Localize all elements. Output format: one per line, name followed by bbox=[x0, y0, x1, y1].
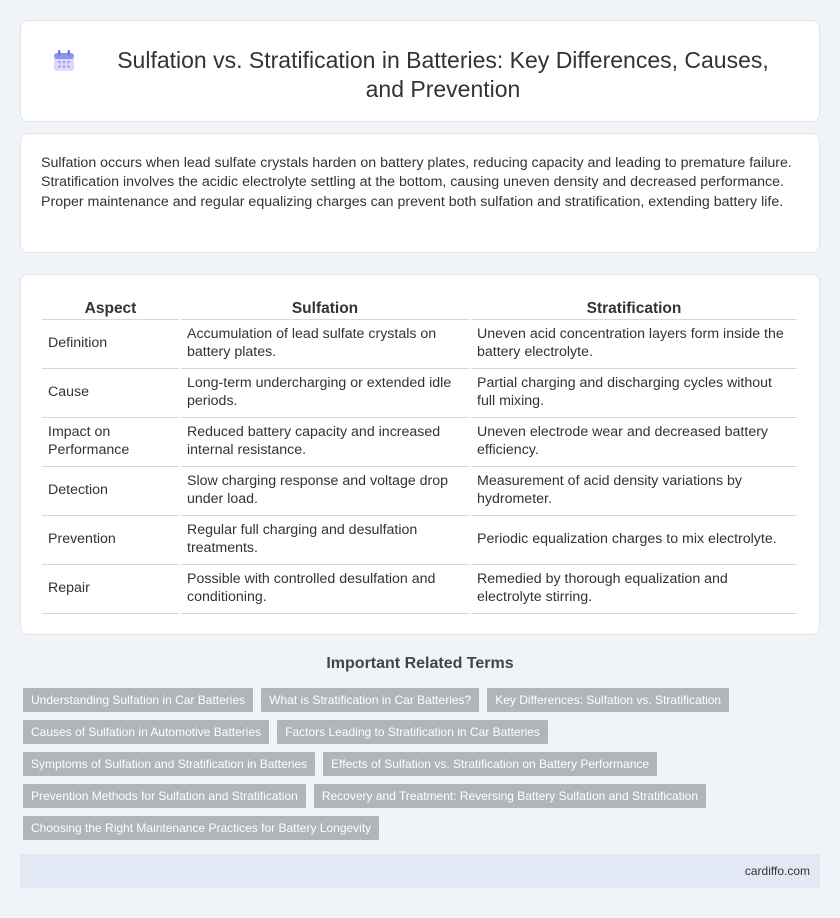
stratification-cell: Periodic equalization charges to mix electrolyte. bbox=[471, 516, 797, 565]
stratification-cell: Measurement of acid density variations by hydrometer. bbox=[471, 467, 797, 516]
related-term-tag[interactable]: Prevention Methods for Sulfation and Stratification bbox=[23, 784, 306, 808]
aspect-cell: Prevention bbox=[42, 516, 179, 565]
stratification-cell: Uneven electrode wear and decreased battery efficiency. bbox=[471, 418, 797, 467]
aspect-cell: Cause bbox=[42, 369, 179, 418]
related-term-tag[interactable]: Causes of Sulfation in Automotive Batteries bbox=[23, 720, 269, 744]
table-row bbox=[42, 418, 797, 467]
aspect-cell: Impact on Performance bbox=[42, 418, 179, 467]
table-row bbox=[42, 516, 797, 565]
aspect-cell: Repair bbox=[42, 565, 179, 614]
header-aspect: Aspect bbox=[42, 295, 179, 320]
calendar-icon bbox=[51, 48, 77, 74]
header-card bbox=[20, 20, 820, 122]
footer bbox=[20, 854, 820, 888]
stratification-cell: Partial charging and discharging cycles without full mixing. bbox=[471, 369, 797, 418]
related-term-tag[interactable]: Effects of Sulfation vs. Stratification on Battery Performance bbox=[323, 752, 657, 776]
stratification-cell: Uneven acid concentration layers form inside the battery electrolyte. bbox=[471, 320, 797, 369]
stratification-cell: Remedied by thorough equalization and electrolyte stirring. bbox=[471, 565, 797, 614]
table-row bbox=[42, 565, 797, 614]
related-term-tag[interactable]: Symptoms of Sulfation and Stratification in Batteries bbox=[23, 752, 315, 776]
aspect-cell: Definition bbox=[42, 320, 179, 369]
sulfation-cell: Long-term undercharging or extended idle periods. bbox=[181, 369, 469, 418]
comparison-table-card bbox=[20, 274, 820, 635]
title-row bbox=[21, 21, 819, 104]
table-row bbox=[42, 369, 797, 418]
comparison-table bbox=[40, 295, 799, 614]
related-term-tag[interactable]: Key Differences: Sulfation vs. Stratification bbox=[487, 688, 729, 712]
related-term-tag[interactable]: What is Stratification in Car Batteries? bbox=[261, 688, 479, 712]
related-terms-list bbox=[23, 688, 823, 840]
related-term-tag[interactable]: Recovery and Treatment: Reversing Battery Sulfation and Stratification bbox=[314, 784, 706, 808]
table-row bbox=[42, 320, 797, 369]
table-header-row bbox=[42, 295, 797, 320]
sulfation-cell: Regular full charging and desulfation treatments. bbox=[181, 516, 469, 565]
intro-card bbox=[20, 133, 820, 253]
sulfation-cell: Possible with controlled desulfation and conditioning. bbox=[181, 565, 469, 614]
sulfation-cell: Slow charging response and voltage drop under load. bbox=[181, 467, 469, 516]
related-term-tag[interactable]: Understanding Sulfation in Car Batteries bbox=[23, 688, 253, 712]
header-stratification: Stratification bbox=[471, 295, 797, 320]
footer-site-link[interactable]: cardiffo.com bbox=[744, 864, 810, 878]
sulfation-cell: Reduced battery capacity and increased internal resistance. bbox=[181, 418, 469, 467]
aspect-cell: Detection bbox=[42, 467, 179, 516]
header-sulfation: Sulfation bbox=[181, 295, 469, 320]
intro-paragraph: Sulfation occurs when lead sulfate crystals harden on battery plates, reducing capacity and leading to premature failure. Stratification involves the acidic electrolyte settling at the bottom, causing uneven density and decreased performance. Proper maintenance and regular equalizing charges can prevent both sulfation and stratification, extending battery life. bbox=[41, 155, 792, 210]
table-row bbox=[42, 467, 797, 516]
page-title: Sulfation vs. Stratification in Batteries: Key Differences, Causes, and Prevention bbox=[117, 47, 769, 102]
related-terms-title: Important Related Terms bbox=[326, 655, 514, 672]
related-term-tag[interactable]: Choosing the Right Maintenance Practices for Battery Longevity bbox=[23, 816, 379, 840]
related-term-tag[interactable]: Factors Leading to Stratification in Car Batteries bbox=[277, 720, 548, 744]
sulfation-cell: Accumulation of lead sulfate crystals on battery plates. bbox=[181, 320, 469, 369]
